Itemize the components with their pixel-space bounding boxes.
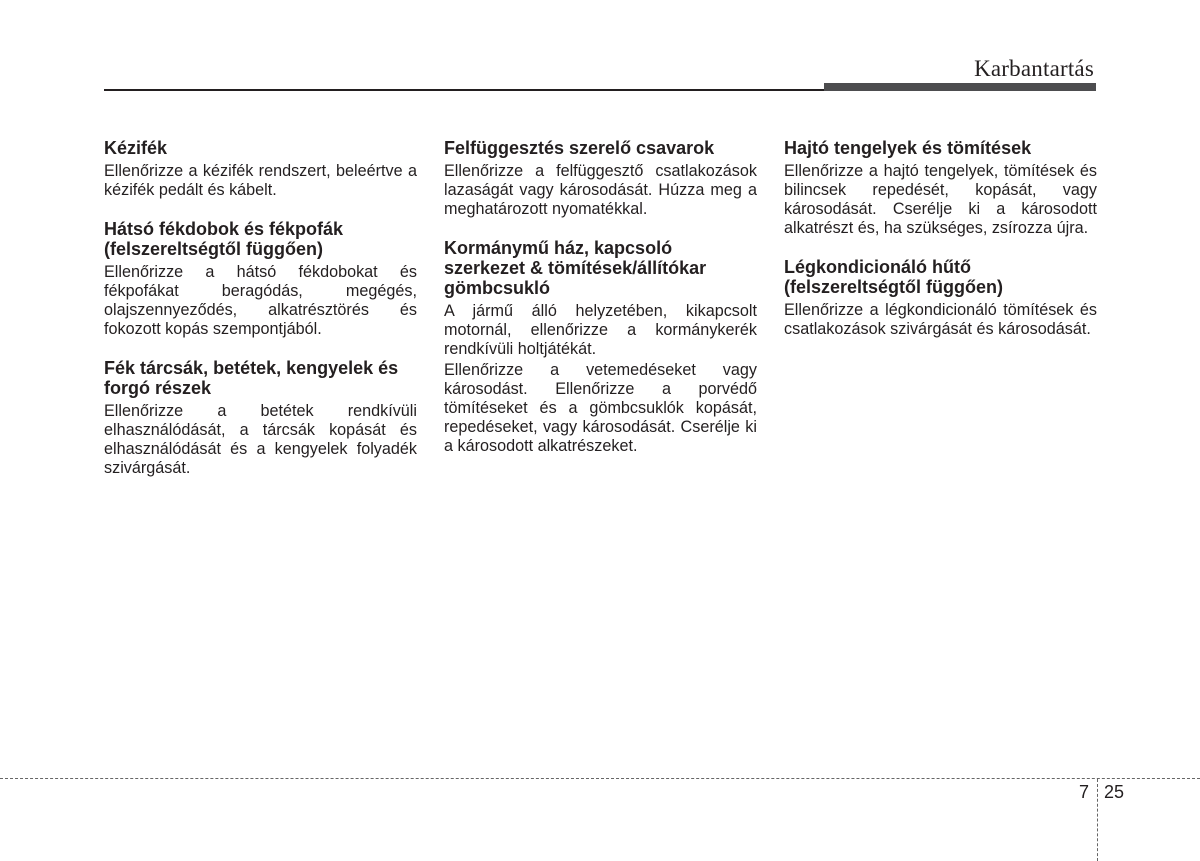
section-paragraph: Ellenőrizze a hátsó fékdobokat és fékpofákat beragódás, megégés, olajszennyeződés, alkatrésztörés és fokozott kopás szempontjából. bbox=[104, 263, 417, 338]
section-heading: Felfüggesztés szerelő csavarok bbox=[444, 138, 715, 158]
section-paragraph: Ellenőrizze a hajtó tengelyek, tömítések és bilincsek repedését, kopását, vagy károsodását. Cserélje ki a károsodott alkatrészt és, ha szükséges, zsírozza újra. bbox=[784, 162, 1097, 237]
header-accent-bar bbox=[824, 83, 1096, 91]
column-1 bbox=[104, 138, 417, 497]
column-2 bbox=[444, 138, 757, 475]
section-rear-drums bbox=[104, 219, 417, 339]
column-3 bbox=[784, 138, 1097, 358]
footer-page-divider bbox=[1097, 779, 1098, 861]
chapter-number: 7 bbox=[1079, 782, 1090, 802]
section-ac-condenser bbox=[784, 257, 1097, 339]
section-paragraph: Ellenőrizze a felfüggesztő csatlakozások lazaságát vagy károsodását. Húzza meg a meghatározott nyomatékkal. bbox=[444, 162, 757, 218]
section-paragraph: Ellenőrizze a vetemedéseket vagy károsodást. Ellenőrizze a porvédő tömítéseket és a gömbcsuklók kopását, repedéseket, vagy károsodását. Cserélje ki a károsodott alkatrészeket. bbox=[444, 361, 757, 455]
section-brake-discs bbox=[104, 358, 417, 478]
section-suspension-bolts bbox=[444, 138, 757, 219]
section-paragraph: Ellenőrizze a légkondicionáló tömítések és csatlakozások szivárgását és károsodását. bbox=[784, 301, 1097, 338]
footer-divider bbox=[0, 778, 1200, 779]
section-steering-gear bbox=[444, 238, 757, 456]
header-title: Karbantartás bbox=[974, 56, 1094, 81]
page-number: 25 bbox=[1104, 782, 1125, 802]
header-rule bbox=[104, 89, 826, 91]
section-paragraph: Ellenőrizze a kézifék rendszert, beleértve a kézifék pedált és kábelt. bbox=[104, 162, 417, 199]
section-drive-shafts bbox=[784, 138, 1097, 238]
section-hand-brake bbox=[104, 138, 417, 200]
section-heading: Kormánymű ház, kapcsoló szerkezet & tömítések/állítókar gömbcsukló bbox=[444, 238, 707, 298]
section-heading: Hajtó tengelyek és tömítések bbox=[784, 138, 1032, 158]
section-paragraph: Ellenőrizze a betétek rendkívüli elhasználódását, a tárcsák kopását és elhasználódását és a kengyelek folyadék szivárgását. bbox=[104, 402, 417, 477]
section-paragraph: A jármű álló helyzetében, kikapcsolt motornál, ellenőrizze a kormánykerék rendkívüli holtjátékát. bbox=[444, 302, 757, 358]
section-heading: Fék tárcsák, betétek, kengyelek és forgó részek bbox=[104, 358, 399, 398]
section-heading: Hátsó fékdobok és fékpofák (felszereltségtől függően) bbox=[104, 219, 344, 259]
section-heading: Kézifék bbox=[104, 138, 168, 158]
section-heading: Légkondicionáló hűtő (felszereltségtől függően) bbox=[784, 257, 1004, 297]
